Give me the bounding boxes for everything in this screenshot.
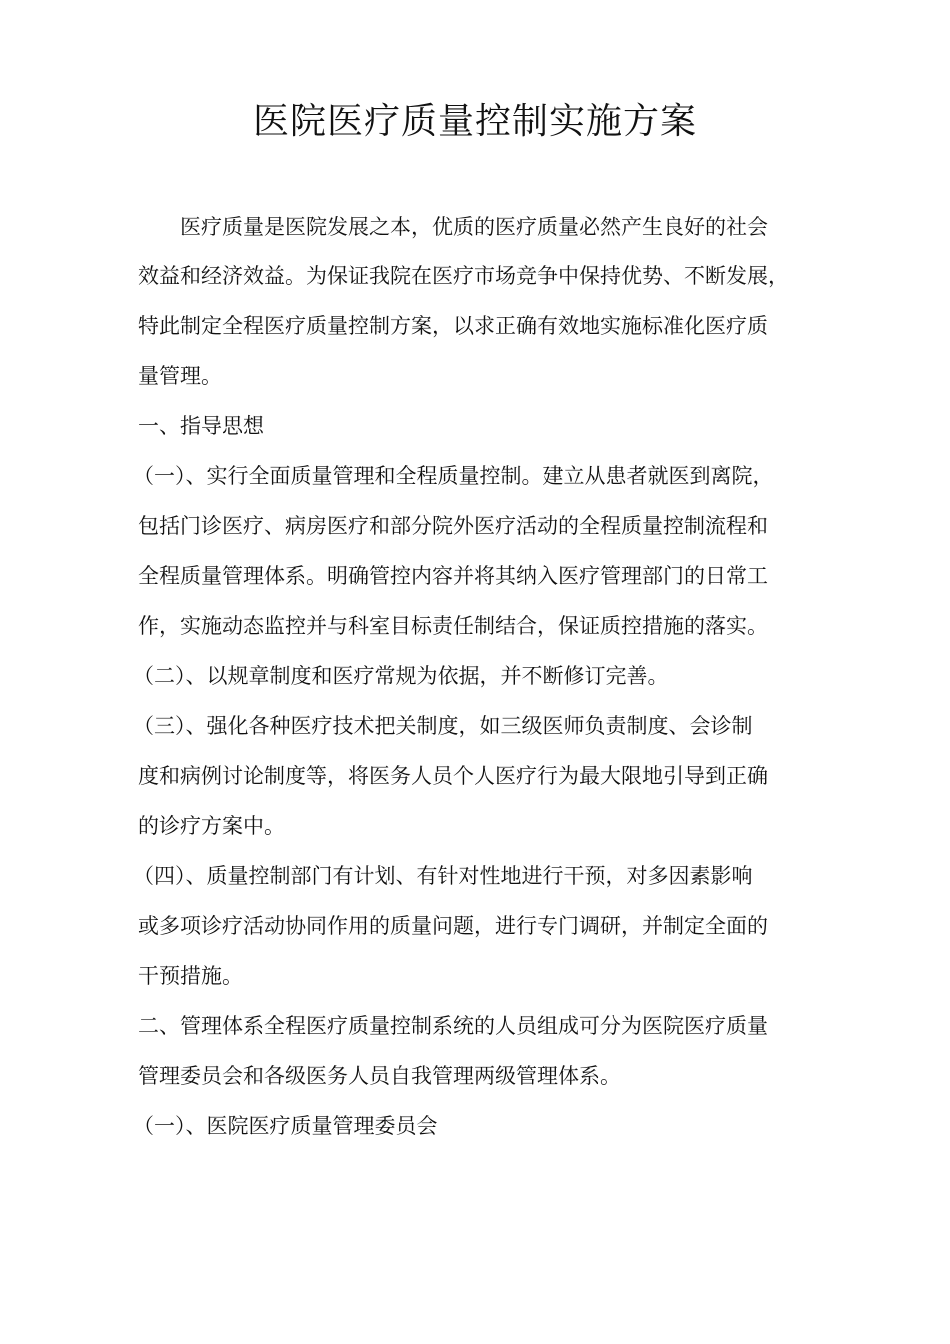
body-line: （二）、以规章制度和医疗常规为依据，并不断修订完善。 [133,664,669,688]
body-line: 干预措施。 [138,964,243,988]
body-line: 全程质量管理体系。明确管控内容并将其纳入医疗管理部门的日常工 [138,564,768,588]
body-line: （一）、医院医疗质量管理委员会 [133,1114,438,1138]
body-line: 医疗质量是医院发展之本，优质的医疗质量必然产生良好的社会 [180,215,768,239]
body-line: （四）、质量控制部门有计划、有针对性地进行干预，对多因素影响 [133,864,753,888]
body-line: （三）、强化各种医疗技术把关制度，如三级医师负责制度、会诊制 [133,714,753,738]
body-line: 作，实施动态监控并与科室目标责任制结合，保证质控措施的落实。 [138,614,768,638]
body-line: 或多项诊疗活动协同作用的质量问题，进行专门调研，并制定全面的 [138,914,768,938]
body-line: （一）、实行全面质量管理和全程质量控制。建立从患者就医到离院， [133,464,774,488]
body-line: 量管理。 [138,364,222,388]
body-line: 的诊疗方案中。 [138,814,285,838]
body-line: 度和病例讨论制度等，将医务人员个人医疗行为最大限地引导到正确 [138,764,768,788]
body-line: 管理委员会和各级医务人员自我管理两级管理体系。 [138,1064,621,1088]
document-title: 医院医疗质量控制实施方案 [252,101,697,142]
body-line: 效益和经济效益。为保证我院在医疗市场竞争中保持优势、不断发展， [138,264,789,288]
body-line: 特此制定全程医疗质量控制方案，以求正确有效地实施标准化医疗质 [138,314,768,338]
body-line: 包括门诊医疗、病房医疗和部分院外医疗活动的全程质量控制流程和 [138,514,768,538]
section-heading: 二、管理体系全程医疗质量控制系统的人员组成可分为医院医疗质量 [138,1014,768,1038]
section-heading: 一、指导思想 [138,414,264,438]
